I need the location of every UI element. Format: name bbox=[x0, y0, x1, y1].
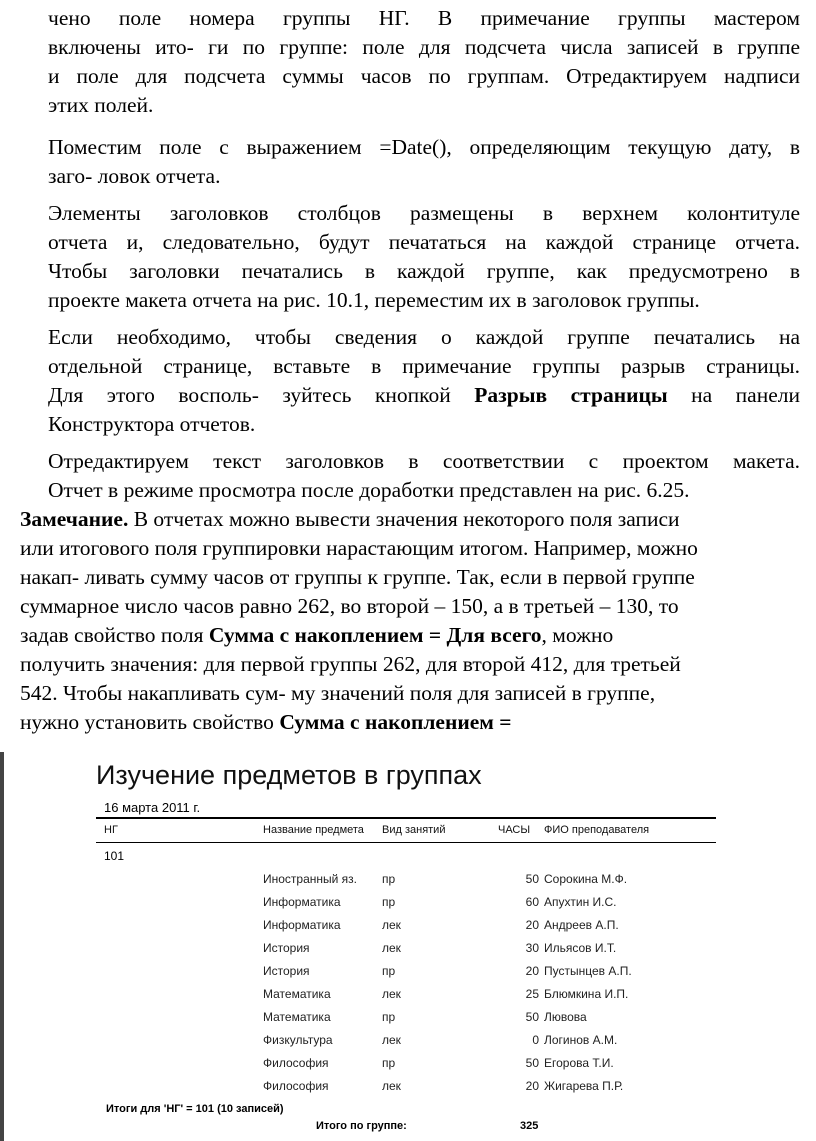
table-row bbox=[96, 941, 716, 964]
cell-teacher: Егорова Т.И. bbox=[544, 1056, 614, 1070]
cell-teacher: Жигарева П.Р. bbox=[544, 1079, 624, 1093]
table-row bbox=[96, 1056, 716, 1079]
cell-kind: пр bbox=[382, 964, 396, 978]
image-left-border bbox=[0, 752, 4, 1141]
paragraph-5 bbox=[48, 447, 800, 505]
cell-kind: лек bbox=[382, 1033, 401, 1047]
cell-teacher: Логинов А.М. bbox=[544, 1033, 618, 1047]
table-row bbox=[96, 1079, 716, 1102]
table-row bbox=[96, 987, 716, 1010]
group-summary: Итоги для 'НГ' = 101 (10 записей) bbox=[106, 1103, 284, 1115]
bold-term: Сумма с накоплением = bbox=[279, 710, 512, 734]
table-row bbox=[96, 1033, 716, 1056]
text-line: Чтобы заголовки печатались в каждой группе, как предусмотрено в bbox=[48, 259, 800, 283]
text-line bbox=[20, 505, 812, 534]
cell-hours: 50 bbox=[525, 872, 539, 886]
group-total-label: Итого по группе: bbox=[316, 1120, 407, 1132]
cell-hours: 0 bbox=[532, 1033, 539, 1047]
cell-hours: 20 bbox=[525, 1079, 539, 1093]
table-row bbox=[96, 895, 716, 918]
cell-hours: 20 bbox=[525, 918, 539, 932]
table-row bbox=[96, 1010, 716, 1033]
bold-term: Разрыв страницы bbox=[474, 383, 668, 407]
note-paragraph bbox=[20, 505, 812, 737]
cell-hours: 25 bbox=[525, 987, 539, 1001]
text-fragment: В отчетах можно вывести значения некоторого поля записи bbox=[133, 507, 680, 531]
column-header-kind: Вид занятий bbox=[382, 824, 446, 836]
cell-kind: пр bbox=[382, 1056, 396, 1070]
text-line: получить значения: для первой группы 262, для второй 412, для третьей bbox=[20, 652, 681, 676]
text-line: суммарное число часов равно 262, во второй – 150, а в третьей – 130, то bbox=[20, 594, 679, 618]
column-header-hours: ЧАСЫ bbox=[498, 824, 531, 836]
cell-subject: Информатика bbox=[263, 895, 341, 909]
cell-teacher: Андреев А.П. bbox=[544, 918, 619, 932]
cell-kind: лек bbox=[382, 1079, 401, 1093]
text-line: этих полей. bbox=[48, 93, 154, 117]
group-total-value: 325 bbox=[520, 1120, 539, 1132]
cell-subject: Математика bbox=[263, 1010, 331, 1024]
paragraph-1 bbox=[48, 4, 800, 120]
cell-hours: 50 bbox=[525, 1010, 539, 1024]
text-line: чено поле номера группы НГ. В примечание группы мастером bbox=[48, 6, 800, 30]
table-row bbox=[96, 918, 716, 941]
note-label: Замечание. bbox=[20, 507, 129, 531]
paragraph-4 bbox=[48, 323, 800, 439]
text-line: заго- ловок отчета. bbox=[48, 164, 221, 188]
text-line: включены ито- ги по группе: поле для подсчета числа записей в группе bbox=[48, 35, 800, 59]
cell-kind: лек bbox=[382, 941, 401, 955]
cell-kind: лек bbox=[382, 987, 401, 1001]
text-line bbox=[48, 381, 800, 410]
cell-kind: пр bbox=[382, 1010, 396, 1024]
report-preview bbox=[96, 758, 716, 1141]
cell-subject: Информатика bbox=[263, 918, 341, 932]
text-line: Отредактируем текст заголовков в соответствии с проектом макета. bbox=[48, 449, 800, 473]
text-line: 542. Чтобы накапливать сум- му значений поля для записей в группе, bbox=[20, 681, 656, 705]
text-fragment: , можно bbox=[541, 623, 614, 647]
text-line bbox=[20, 708, 812, 737]
cell-teacher: Апухтин И.С. bbox=[544, 895, 617, 909]
text-line: отдельной странице, вставьте в примечание группы разрыв страницы. bbox=[48, 354, 800, 378]
cell-subject: Философия bbox=[263, 1079, 329, 1093]
text-line: или итогового поля группировки нарастающим итогом. Например, можно bbox=[20, 536, 698, 560]
column-header-subject: Название предмета bbox=[263, 824, 364, 836]
cell-subject: Физкультура bbox=[263, 1033, 333, 1047]
cell-teacher: Лювова bbox=[544, 1010, 587, 1024]
cell-subject: Иностранный яз. bbox=[263, 872, 358, 886]
text-line: накап- ливать сумму часов от группы к группе. Так, если в первой группе bbox=[20, 565, 695, 589]
column-header-teacher: ФИО преподавателя bbox=[544, 824, 650, 836]
table-row bbox=[96, 964, 716, 987]
report-date: 16 марта 2011 г. bbox=[104, 800, 201, 815]
cell-teacher: Блюмкина И.П. bbox=[544, 987, 629, 1001]
cell-subject: История bbox=[263, 941, 310, 955]
cell-subject: История bbox=[263, 964, 310, 978]
cell-kind: пр bbox=[382, 872, 396, 886]
cell-subject: Философия bbox=[263, 1056, 329, 1070]
text-line: и поле для подсчета суммы часов по группам. Отредактируем надписи bbox=[48, 64, 800, 88]
column-header-group: НГ bbox=[104, 824, 118, 836]
table-row bbox=[96, 872, 716, 895]
report-title: Изучение предметов в группах bbox=[96, 760, 482, 790]
cell-teacher: Ильясов И.Т. bbox=[544, 941, 617, 955]
text-line bbox=[20, 621, 812, 650]
column-header-rule bbox=[96, 842, 716, 843]
cell-hours: 50 bbox=[525, 1056, 539, 1070]
text-line: Если необходимо, чтобы сведения о каждой группе печатались на bbox=[48, 325, 800, 349]
cell-subject: Математика bbox=[263, 987, 331, 1001]
cell-teacher: Сорокина М.Ф. bbox=[544, 872, 628, 886]
cell-hours: 20 bbox=[525, 964, 539, 978]
cell-hours: 60 bbox=[525, 895, 539, 909]
text-line: Конструктора отчетов. bbox=[48, 412, 256, 436]
text-fragment: нужно установить свойство bbox=[20, 710, 274, 734]
cell-hours: 30 bbox=[525, 941, 539, 955]
text-line: Поместим поле с выражением =Date(), определяющим текущую дату, в bbox=[48, 135, 800, 159]
group-value: 101 bbox=[104, 849, 125, 863]
paragraph-2 bbox=[48, 133, 800, 191]
text-fragment: на панели bbox=[691, 383, 801, 407]
paragraph-3 bbox=[48, 199, 800, 315]
text-line: Элементы заголовков столбцов размещены в верхнем колонтитуле bbox=[48, 201, 800, 225]
cell-kind: пр bbox=[382, 895, 396, 909]
text-line: проекте макета отчета на рис. 10.1, переместим их в заголовок группы. bbox=[48, 288, 700, 312]
text-fragment: Для этого восполь- зуйтесь кнопкой bbox=[48, 383, 451, 407]
header-rule bbox=[96, 817, 716, 819]
bold-term: Сумма с накоплением = Для всего bbox=[208, 623, 542, 647]
text-line: отчета и, следовательно, будут печататься на каждой странице отчета. bbox=[48, 230, 800, 254]
cell-teacher: Пустынцев А.П. bbox=[544, 964, 632, 978]
cell-kind: лек bbox=[382, 918, 401, 932]
text-line: Отчет в режиме просмотра после доработки представлен на рис. 6.25. bbox=[48, 478, 690, 502]
text-fragment: задав свойство поля bbox=[20, 623, 204, 647]
